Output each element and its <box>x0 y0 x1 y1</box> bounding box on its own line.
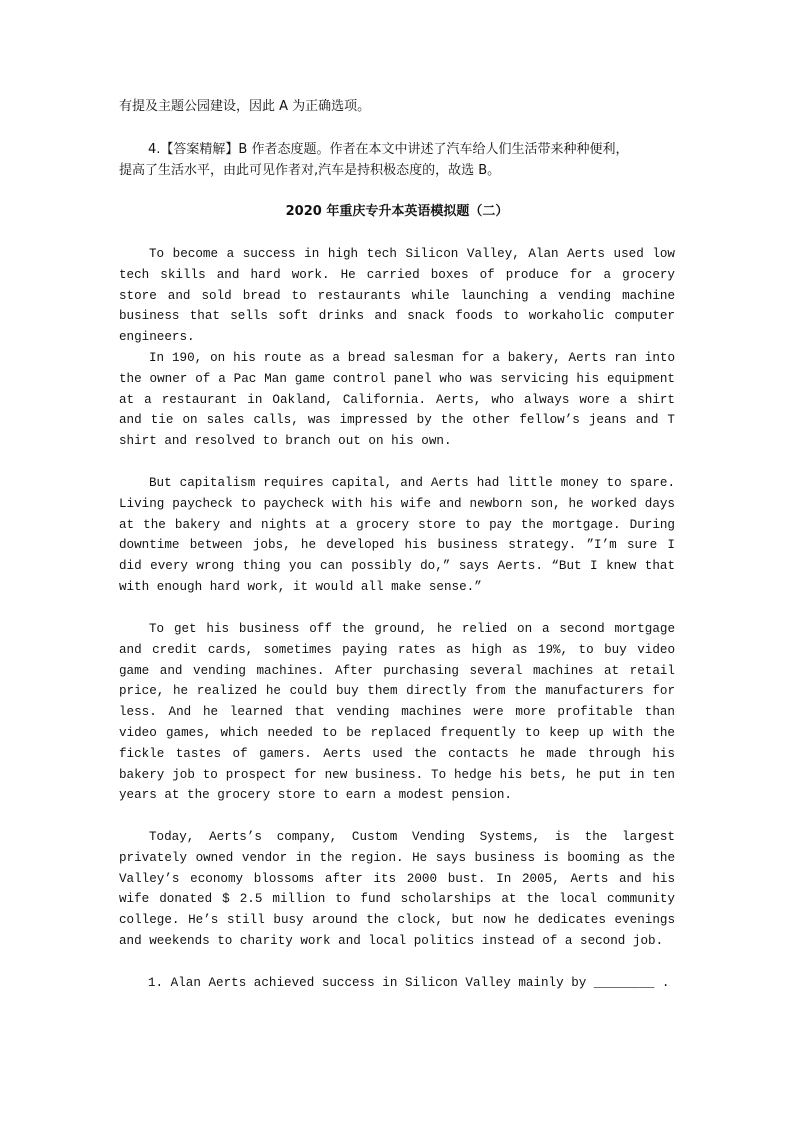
passage-paragraph-4: To get his business off the ground, he relied on a second mortgage and credit cards, sometimes paying rates as high as 19%, to buy video game and vending machines. After purchasing several machines at retail price, he realized he could buy them directly from the manufacturers for less. And he learned that vending machines were more profitable than video games, which needed to be replaced frequently to keep up with the fickle tastes of gamers. Aerts used the contacts he made through his bakery job to prospect for new business. To hedge his bets, he put in ten years at the grocery store to earn a modest pension. <box>119 622 675 803</box>
passage-paragraph-2: In 190, on his route as a bread salesman for a bakery, Aerts ran into the owner of a Pac Man game control panel who was servicing his equipment at a restaurant in Oakland, California. Aerts, who always wore a shirt and tie on sales calls, was impressed by the other fellow’s jeans and T shirt and resolved to branch out on his own. <box>119 351 675 449</box>
passage-paragraph-1: To become a success in high tech Silicon Valley, Alan Aerts used low tech skills and hard work. He carried boxes of produce for a grocery store and sold bread to restaurants while launching a vending machine business that sells soft drinks and snack foods to workaholic computer engineers. <box>119 247 675 345</box>
answer-text-line-3: 提高了生活水平，由此可见作者对,汽车是持积极态度的，故选 B。 <box>119 163 501 178</box>
passage-paragraph-3: But capitalism requires capital, and Aerts had little money to spare. Living paycheck to paycheck with his wife and newborn son, he worked days at the bakery and nights at a grocery store to pay the mortgage. During downtime between jobs, he developed his business strategy. ”I’m sure I did every wrong thing you can possibly do,” says Aerts. “But I knew that with enough hard work, it would all make sense.” <box>119 476 675 594</box>
answer-text-line-1: 有提及主题公园建设，因此 A 为正确选项。 <box>119 99 371 114</box>
passage-paragraph-5: Today, Aerts’s company, Custom Vending Systems, is the largest privately owned vendor in the region. He says business is booming as the Valley’s economy blossoms after its 2000 bust. In 2005, Aerts and his wife donated $ 2.5 million to fund scholarships at the local community college. He’s still busy around the clock, but now he dedicates evenings and weekends to charity work and local politics instead of a second job. <box>119 830 675 948</box>
answer-text-line-2: 4.【答案精解】B 作者态度题。作者在本文中讲述了汽车给人们生活带来种种便利， <box>148 142 629 157</box>
section-title: 2020 年重庆专升本英语模拟题（二） <box>285 204 509 219</box>
question-1: 1. Alan Aerts achieved success in Silicon Valley mainly by ________ . <box>148 976 670 990</box>
